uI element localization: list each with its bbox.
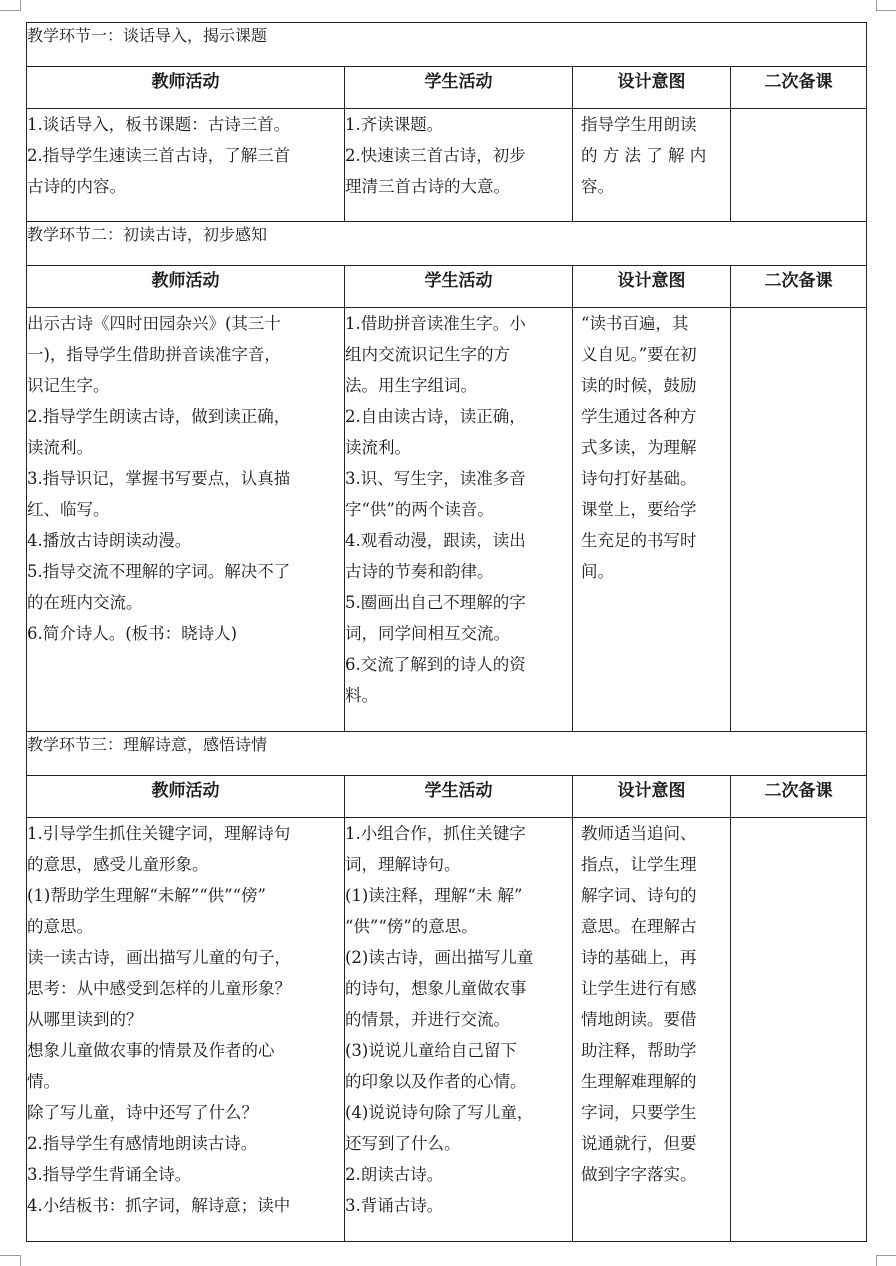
text-line: 除了写儿童，诗中还写了什么？ [27,1103,258,1122]
text-line: 还写到了什么。 [345,1134,461,1153]
student-activity-cell [345,308,573,732]
text-line: “供”“傍”的意思。 [345,917,478,936]
text-line: 识记生字。 [27,376,110,395]
text-line: 出示古诗《四时田园杂兴》(其三十 [27,314,281,333]
page-corner-mark [876,1255,877,1266]
design-intent-cell [573,308,731,732]
page-corner-mark [876,10,896,11]
text-line: 3.识、写生字，读准多音 [345,469,526,488]
text-line: 的诗句，想象儿童做农事 [345,979,527,998]
teacher-activity-cell [27,308,345,732]
text-line: 的意思。 [27,917,93,936]
header-teacher-activity: 教师活动 [27,776,345,818]
text-line: (3)说说儿童给自己留下 [345,1041,517,1060]
text-line: (4)说说诗句除了写儿童， [345,1103,534,1122]
section-title-row [27,732,867,776]
text-line: 读流利。 [27,438,93,457]
page-corner-mark [876,1255,896,1256]
content-row [27,109,867,222]
text-line: 古诗的内容。 [27,177,126,196]
section-title: 教学环节一：谈话导入，揭示课题 [27,23,867,67]
text-line: 生充足的书写时 [581,531,697,550]
text-line: 5.圈画出自己不理解的字 [345,593,526,612]
design-intent-cell [573,109,731,222]
page-corner-mark [0,10,20,11]
text-line: 1.谈话导入，板书课题：古诗三首。 [27,115,291,134]
text-line: 义自见。”要在初 [581,345,697,364]
teacher-activity-cell [27,109,345,222]
text-line: 4.小结板书：抓字词，解诗意；读中 [27,1196,291,1215]
section-title-row [27,222,867,266]
text-line: 4.播放古诗朗读动漫。 [27,531,192,550]
second-prep-cell [731,109,867,222]
text-line: 字“供”的两个读音。 [345,500,494,519]
text-line: 情地朗读。要借 [581,1010,697,1029]
text-line: “读书百遍，其 [581,314,689,333]
text-line: 说通就行，但要 [581,1134,697,1153]
text-line: 1.借助拼音读准生字。小 [345,314,526,333]
header-second-prep: 二次备课 [731,266,867,308]
second-prep-cell [731,308,867,732]
header-design-intent: 设计意图 [573,67,731,109]
text-line: 1.小组合作，抓住关键字 [345,824,526,843]
text-line: 6.简介诗人。(板书：晓诗人) [27,624,238,643]
section-title: 教学环节三：理解诗意，感悟诗情 [27,732,867,776]
text-line: 让学生进行有感 [581,979,697,998]
page-corner-mark [0,1255,20,1256]
text-line: 理清三首古诗的大意。 [345,177,510,196]
text-line: 2.指导学生朗读古诗，做到读正确， [27,407,291,426]
text-line: 意思。在理解古 [581,917,697,936]
text-line: (1)读注释，理解“未 解” [345,886,523,905]
text-line: 组内交流识记生字的方 [345,345,510,364]
text-line: 读一读古诗，画出描写儿童的句子， [27,948,291,967]
header-student-activity: 学生活动 [345,67,573,109]
column-header-row [27,67,867,109]
text-line: 的情景，并进行交流。 [345,1010,510,1029]
text-line: 法。用生字组词。 [345,376,477,395]
text-line: 的意思，感受儿童形象。 [27,855,209,874]
design-intent-cell [573,818,731,1242]
teacher-activity-cell [27,818,345,1242]
text-line: 指点，让学生理 [581,855,697,874]
text-line: 诗句打好基础。 [581,469,697,488]
text-line: (1)帮助学生理解“未解”“供”“傍” [27,886,266,905]
student-activity-cell [345,818,573,1242]
text-line: 2.快速读三首古诗，初步 [345,146,526,165]
text-line: 1.齐读课题。 [345,115,444,134]
text-line: 教师适当追问、 [581,824,697,843]
text-line: 红、临写。 [27,500,110,519]
lesson-plan-body [27,23,867,1242]
text-line: 1.引导学生抓住关键字词，理解诗句 [27,824,291,843]
text-line: 词，同学间相互交流。 [345,624,510,643]
text-line: 学生通过各种方 [581,407,697,426]
section-title-row [27,23,867,67]
lesson-plan-table [26,22,867,1242]
text-line: 生理解难理解的 [581,1072,697,1091]
header-student-activity: 学生活动 [345,776,573,818]
header-student-activity: 学生活动 [345,266,573,308]
header-teacher-activity: 教师活动 [27,67,345,109]
content-row [27,818,867,1242]
page-corner-mark [876,0,877,11]
text-line: 古诗的节奏和韵律。 [345,562,494,581]
second-prep-cell [731,818,867,1242]
text-line: 做到字字落实。 [581,1165,697,1184]
text-line: 从哪里读到的？ [27,1010,143,1029]
page-corner-mark [20,0,21,11]
text-line: 6.交流了解到的诗人的资 [345,655,526,674]
text-line: 容。 [581,177,614,196]
text-line: 3.指导识记，掌握书写要点，认真描 [27,469,291,488]
text-line: 指导学生用朗读 [581,115,697,134]
text-line: (2)读古诗，画出描写儿童 [345,948,534,967]
student-activity-cell [345,109,573,222]
text-line: 想象儿童做农事的情景及作者的心 [27,1041,275,1060]
text-line: 料。 [345,686,378,705]
text-line: 5.指导交流不理解的字词。解决不了 [27,562,291,581]
text-line: 思考：从中感受到怎样的儿童形象？ [27,979,291,998]
text-line: 助注释，帮助学 [581,1041,697,1060]
text-line: 2.朗读古诗。 [345,1165,444,1184]
header-teacher-activity: 教师活动 [27,266,345,308]
text-line: 2.指导学生有感情地朗读古诗。 [27,1134,258,1153]
header-second-prep: 二次备课 [731,67,867,109]
page-corner-mark [20,1255,21,1266]
text-line: 的在班内交流。 [27,593,143,612]
column-header-row [27,776,867,818]
text-line: 诗的基础上，再 [581,948,697,967]
text-line: 的印象以及作者的心情。 [345,1072,527,1091]
header-design-intent: 设计意图 [573,266,731,308]
text-line: 读流利。 [345,438,411,457]
column-header-row [27,266,867,308]
text-line: 词，理解诗句。 [345,855,461,874]
text-line: 3.指导学生背诵全诗。 [27,1165,192,1184]
text-line: 2.指导学生速读三首古诗，了解三首 [27,146,291,165]
text-line: 间。 [581,562,614,581]
text-line: 字词，只要学生 [581,1103,697,1122]
section-title: 教学环节二：初读古诗，初步感知 [27,222,867,266]
text-line: 读的时候，鼓励 [581,376,697,395]
text-line: 一)，指导学生借助拼音读准字音， [27,345,281,364]
text-line: 式多读，为理解 [581,438,697,457]
content-row [27,308,867,732]
text-line: 解字词、诗句的 [581,886,697,905]
text-line: 4.观看动漫，跟读，读出 [345,531,526,550]
text-line: 2.自由读古诗，读正确， [345,407,526,426]
text-line: 3.背诵古诗。 [345,1196,444,1215]
header-design-intent: 设计意图 [573,776,731,818]
header-second-prep: 二次备课 [731,776,867,818]
text-line: 的 方 法 了 解 内 [581,146,707,165]
text-line: 情。 [27,1072,60,1091]
text-line: 课堂上，要给学 [581,500,697,519]
